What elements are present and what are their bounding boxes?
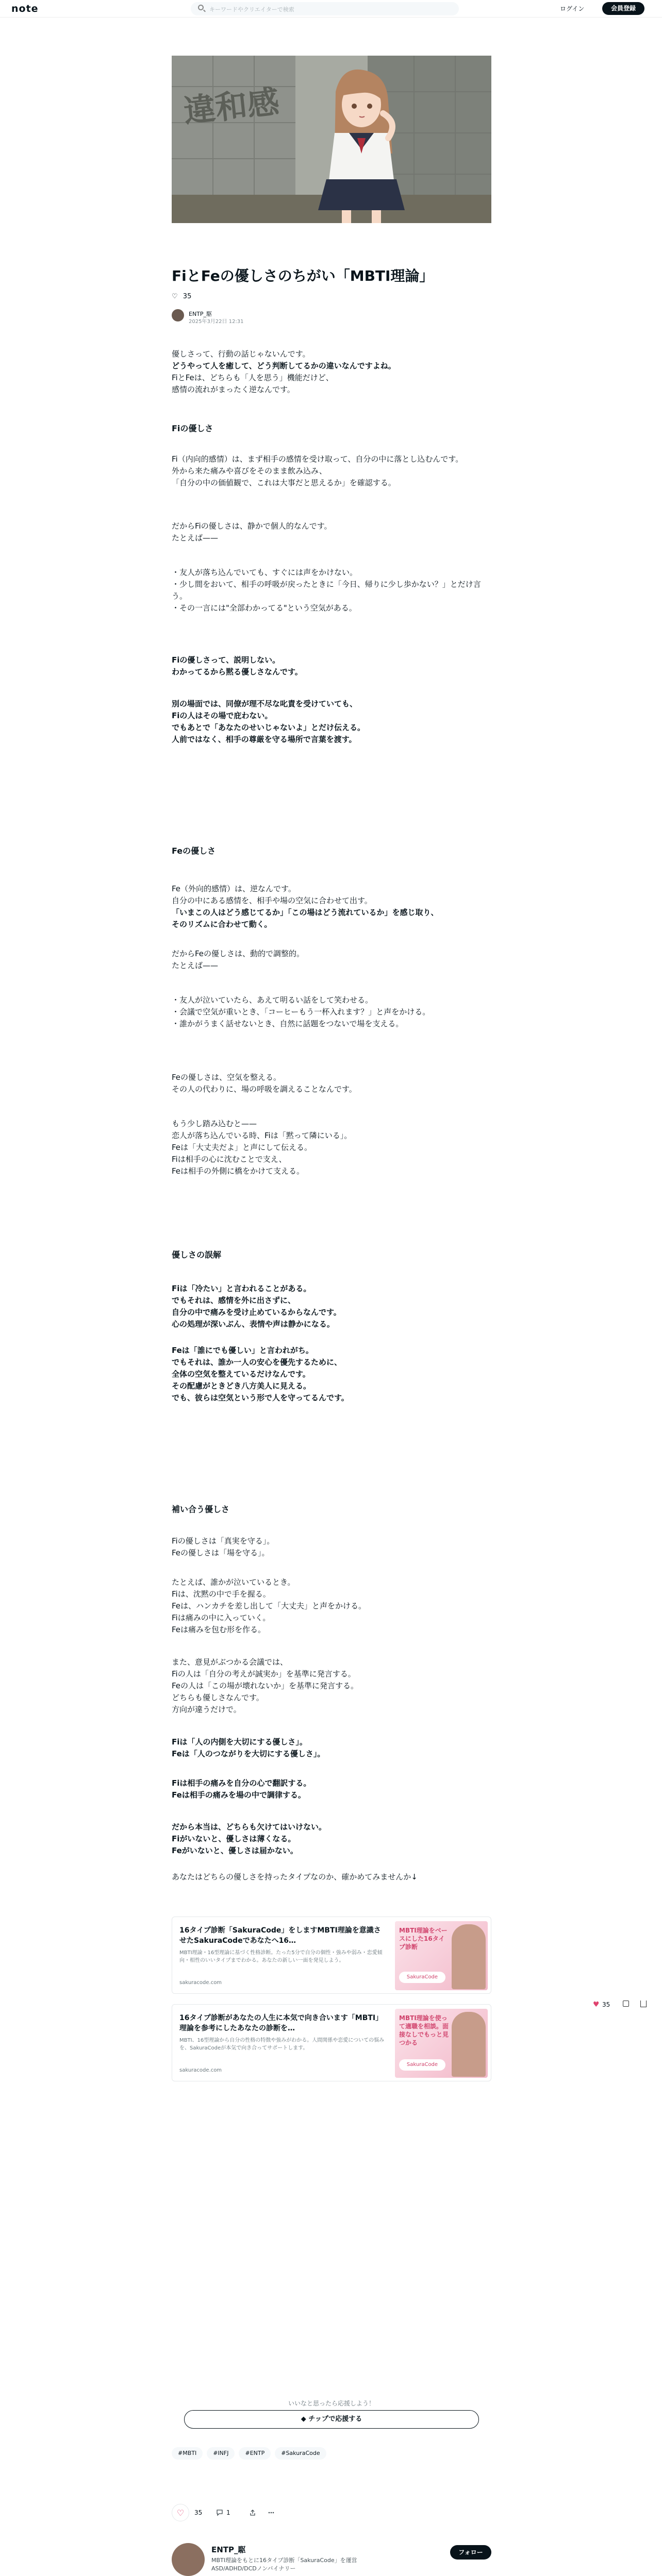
comment-count: 1 (226, 2509, 230, 2516)
fi-emphasis-2: 別の場面では、同僚が理不尽な叱責を受けていても、 Fiの人はその場で庇わない。 でもあとで「あなたのせいじゃないよ」とだけ伝える。 人前ではなく、相手の尊厳を守る場所で言葉を渡す。 (172, 699, 366, 744)
side-action-bar (593, 2000, 655, 2010)
creator-name[interactable]: ENTP_駆 (211, 2545, 246, 2554)
more-icon[interactable] (268, 2509, 275, 2516)
mutual-emphasis-3: だから本当は、どちらも欠けてはいけない。 Fiがいないと、優しさは薄くなる。 Feがいないと、優しさは届かない。 (172, 1822, 327, 1855)
card-thumbnail-label: MBTI理論を使って適職を相談。面接なしでもっと見つかる (399, 2014, 449, 2046)
creator-bio: MBTI理論をもとに16タイプ診断「SakuraCode」を運営 ASD/ADHD/DCDノンバイナリー (211, 2557, 357, 2572)
card-url: sakuracode.com (179, 1980, 222, 1986)
tip-button[interactable] (184, 2410, 479, 2429)
intro-paragraph-3: FiとFeは、どちらも「人を思う」機能だけど、 感情の流れがまったく逆なんです。 (172, 373, 334, 394)
heart-icon[interactable]: ♡ (172, 293, 178, 300)
search-icon (198, 5, 204, 10)
card-thumbnail-label: MBTI理論をベースにした16タイプ診断 (399, 1927, 448, 1951)
tip-icon: ◆ (301, 2415, 309, 2423)
fi-paragraph-1: Fi（内向的感情）は、まず相手の感情を受け取って、自分の中に落とし込むんです。 外から来た痛みや喜びをそのまま飲み込み、 「自分の中の価値観で、これは大事だと思えるか」を確認する。 (172, 454, 464, 487)
card-thumbnail-logo: SakuraCode (399, 2059, 445, 2071)
tag-list (172, 2447, 491, 2463)
search-placeholder: キーワードやクリエイターで検索 (209, 6, 294, 13)
fi-emphasis-1: Fiの優しさって、説明しない。 わかってるから黙る優しさなんです。 (172, 655, 303, 676)
card-description: MBTI理論・16型理論に基づく性格診断。たった5分で自分の個性・強みや弱み・恋愛傾向・相性のいいタイプまでわかる。あなたの新しい一面を発見しよう。 (179, 1950, 383, 1963)
tag-chip[interactable]: #ENTP (239, 2447, 271, 2460)
note-logo[interactable]: note (11, 3, 39, 14)
hero-illustration (172, 56, 491, 223)
top-header (0, 0, 662, 18)
creator-avatar[interactable] (172, 2543, 205, 2576)
article-likes[interactable] (172, 293, 191, 300)
fe-paragraph-2: だからFeの優しさは、動的で調整的。 たとえば—— (172, 949, 305, 970)
card-thumbnail (395, 2009, 488, 2078)
card-thumbnail-character (452, 2012, 486, 2077)
card-thumbnail (395, 1921, 488, 1990)
fi-paragraph-2: だからFiの優しさは、静かで個人的なんです。 たとえば—— (172, 521, 332, 543)
mutual-emphasis-2: Fiは相手の痛みを自分の心で翻訳する。 Feは相手の痛みを場の中で調律する。 (172, 1778, 311, 1800)
link-card[interactable] (172, 2004, 491, 2081)
fe-emphasis-1: 「いまこの人はどう感じてるか」「この場はどう流れているか」を感じ取り、 そのリズムに合わせて動く。 (172, 908, 439, 929)
intro-paragraph-2: どうやって人を癒して、どう判断してるかの違いなんですよね。 (172, 361, 396, 370)
search-bar[interactable] (191, 2, 459, 15)
tag-chip[interactable]: #SakuraCode (275, 2447, 326, 2460)
card-description: MBTI、16型理論から自分の性格の特徴や強みがわかる。人間関係や恋愛についての悩みを、SakuraCodeが本気で向き合ってサポートします。 (179, 2038, 385, 2051)
heading-misread: 優しさの誤解 (172, 1250, 222, 1260)
side-like-count: 35 (602, 2001, 610, 2008)
hero-sign-text: 違和感 (181, 82, 282, 130)
tag-chip[interactable]: #INFJ (207, 2447, 235, 2460)
link-card[interactable] (172, 1917, 491, 1994)
article-actions (172, 2504, 491, 2522)
misread-emphasis-2: Feは「誰にでも優しい」と言われがち。 でもそれは、誰か一人の安心を優先するために、 全体の空気を整えているだけなんです。 その配慮がときどき八方美人に見える。 でも、彼らは空気という形で人を守ってるんです。 (172, 1346, 349, 1402)
mutual-paragraph-1: Fiの優しさは「真実を守る」。 Feの優しさは「場を守る」。 (172, 1536, 275, 1557)
comment-icon[interactable] (216, 2509, 223, 2516)
publish-date: 2025年3月22日 12:31 (189, 319, 244, 325)
like-count: 35 (194, 2509, 203, 2516)
like-button[interactable]: ♡ (172, 2504, 189, 2521)
login-link[interactable]: ログイン (560, 5, 585, 12)
card-thumbnail-logo: SakuraCode (399, 1972, 445, 1983)
fi-example-list: ・友人が落ち込んでいても、すぐには声をかけない。 ・少し間をおいて、相手の呼吸が戻ったときに「今日、帰りに少し歩かない？」とだけ言う。 ・その一言には"全部わかってる"という空気がある。 (172, 568, 481, 613)
fe-paragraph-3: Feの優しさは、空気を整える。 その人の代わりに、場の呼吸を調えることなんです。 (172, 1073, 357, 1094)
fe-paragraph-1: Fe（外向的感情）は、逆なんです。 自分の中にある感情を、相手や場の空気に合わせて出す。 (172, 884, 372, 905)
card-thumbnail-character (452, 1924, 486, 1989)
follow-button[interactable]: フォロー (450, 2545, 491, 2560)
share-icon[interactable] (249, 2509, 256, 2516)
card-title: 16タイプ診断があなたの人生に本気で向き合います「MBTI」理論を参考にしたあなたの診断を… (179, 2014, 383, 2032)
side-bookmark-icon[interactable] (640, 2001, 647, 2007)
hero-image (172, 56, 491, 223)
author-name[interactable]: ENTP_駆 (189, 311, 212, 317)
misread-emphasis-1: Fiは「冷たい」と言われることがある。 でもそれは、感情を外に出さずに、 自分の中で痛みを受け止めているからなんです。 心の処理が深いぶん、表情や声は静かになる。 (172, 1284, 341, 1329)
tag-chip[interactable]: #MBTI (172, 2447, 203, 2460)
mutual-paragraph-3: また、意見がぶつかる会議では、 Fiの人は「自分の考えが誠実か」を基準に発言する。 Feの人は「この場が壊れないか」を基準に発言する。 どちらも優しさなんです。 方向が違うだけで。 (172, 1657, 359, 1714)
side-heart-icon[interactable]: ♥ (593, 2001, 600, 2009)
author-avatar[interactable] (172, 309, 184, 321)
support-prompt: いいなと思ったら応援しよう！ (288, 2400, 375, 2407)
mutual-paragraph-2: たとえば、誰かが泣いているとき。 Fiは、沈黙の中で手を握る。 Feは、ハンカチを差し出して「大丈夫」と声をかける。 Fiは痛みの中に入っていく。 Feは痛みを包む形を作る。 (172, 1578, 367, 1634)
card-title: 16タイプ診断「SakuraCode」をしますMBTI理論を意識させたSakuraCodeであなたへ16… (179, 1926, 381, 1945)
side-share-icon[interactable] (623, 2001, 629, 2007)
tip-button-label: チップで応援する (308, 2415, 362, 2423)
fe-paragraph-4: もう少し踏み込むと—— 恋人が落ち込んでいる時、Fiは「黙って隣にいる」。 Feは「大丈夫だよ」と声にして伝える。 Fiは相手の心に沈むことで支え、 Feは相手の外側に橋をかけて支える。 (172, 1119, 352, 1176)
heading-fe: Feの優しさ (172, 846, 216, 856)
signup-button[interactable]: 会員登録 (602, 2, 644, 15)
like-count: 35 (183, 293, 192, 300)
article-title: FiとFeの優しさのちがい「MBTI理論」 (172, 267, 434, 284)
fe-example-list: ・友人が泣いていたら、あえて明るい話をして笑わせる。 ・会議で空気が重いとき、「コーヒーもう一杯入れます？」と声をかける。 ・誰かがうまく話せないとき、自然に話題をつないで場を支える。 (172, 995, 431, 1028)
intro-paragraph-1: 優しさって、行動の話じゃないんです。 (172, 349, 310, 359)
heading-mutual: 補い合う優しさ (172, 1504, 230, 1514)
heading-fi: Fiの優しさ (172, 423, 213, 433)
mutual-emphasis-1: Fiは「人の内側を大切にする優しさ」。 Feは「人のつながりを大切にする優しさ」。 (172, 1737, 325, 1758)
closing-line: あなたはどちらの優しさを持ったタイプなのか、確かめてみませんか↓ (172, 1872, 418, 1882)
card-url: sakuracode.com (179, 2067, 222, 2073)
